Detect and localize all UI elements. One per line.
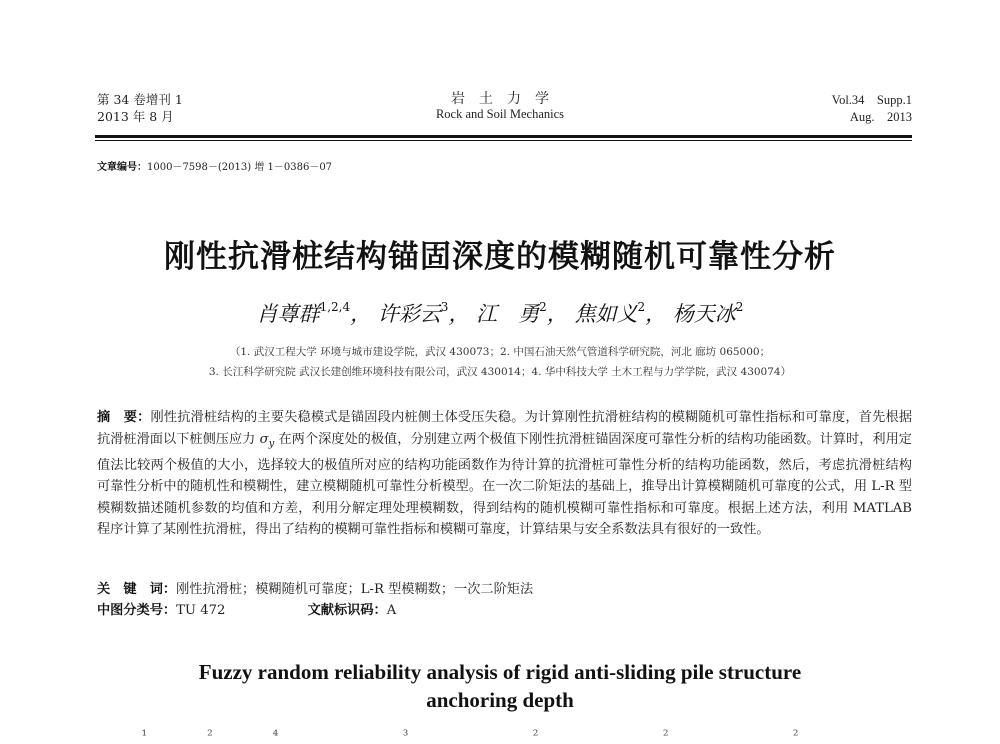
journal-date-en: Aug. 2013 — [849, 110, 912, 124]
english-authors-partial: ¹²⁴ ³ ² ² ² — [141, 728, 859, 744]
abstract — [97, 407, 912, 541]
paper-title-en-line-1: Fuzzy random reliability analysis of rigid anti-sliding pile structure — [198, 660, 802, 684]
paper-title-en-line-2: anchoring depth — [426, 688, 574, 712]
header-rule-thin — [95, 140, 912, 141]
abstract-text-part-2: 在两个深度处的极值，分别建立两个极值下刚性抗滑桩锚固深度可靠性分析的结构功能函数。计算时，利用定值法比较两个极值的大小，选择较大的极值所对应的结构功能函数作为待计算的抗滑桩可靠性分析的结构功能函数，然后，考虑抗滑桩结构可靠性分析中的随机性和模糊性，建立模糊随机可靠性分析模型。在一次二阶矩法的基础上，推导出计算模糊随机可靠度的公式，用 L-R 型模糊数描述随机参数的均值和方差，利用分解定理处理模糊数，得到结构的随机模糊可靠性指标和可靠度。根据上述方法，利用 MATLAB 程序计算了某刚性抗滑桩，得出了结构的模糊可靠性指标和模糊可靠度，计算结果与安全系数法具有很好的一致性。 — [97, 431, 912, 538]
article-number-label: 文章编号： — [97, 162, 147, 173]
paper-title-cn: 刚性抗滑桩结构锚固深度的模糊随机可靠性分析 — [164, 239, 836, 275]
author: 许彩云$^3$， — [377, 300, 470, 326]
doc-code-label: 文献标识码： — [307, 603, 387, 618]
abstract-label: 摘 要： — [97, 410, 151, 425]
classification — [97, 599, 396, 618]
article-number — [97, 158, 332, 173]
author-list — [0, 298, 1000, 328]
sigma-subscript: y — [268, 438, 275, 450]
journal-title-en: Rock and Soil Mechanics — [435, 107, 565, 121]
author: 焦如义$^2$， — [574, 300, 667, 326]
author: 肖尊群$^{1,2,4}$， — [256, 300, 372, 326]
affiliation-line-2: 3. 长江科学研究院 武汉长建创维环境科技有限公司，武汉 430014；4. 华中科技大学 土木工程与力学学院，武汉 430074） — [208, 366, 792, 378]
abstract-text-part-1: 刚性抗滑桩结构的主要失稳模式是锚固段内桩侧土体受压失稳。为计算刚性抗滑桩结构的模糊随机可靠性指标和可靠度，首先根据抗滑桩滑面以下桩侧压应力 — [97, 410, 913, 447]
journal-volume: 第 34 卷增刊 1 — [97, 92, 183, 107]
header-rule-thick — [95, 135, 912, 138]
author: 杨天冰$^2$ — [672, 300, 744, 326]
keywords-label: 关 键 词： — [97, 582, 177, 597]
journal-date: 2013 年 8 月 — [97, 109, 174, 124]
clc-value: TU 472 — [176, 603, 226, 618]
keywords-text: 刚性抗滑桩；模糊随机可靠度；L-R 型模糊数；一次二阶矩法 — [176, 582, 534, 597]
author: 江 勇$^2$， — [476, 300, 568, 326]
doc-code-value: A — [386, 603, 397, 618]
affiliation-line-1: （1. 武汉工程大学 环境与城市建设学院，武汉 430073；2. 中国石油天然气管道科学研究院，河北 廊坊 065000； — [229, 346, 771, 358]
sigma-symbol: σ — [259, 431, 269, 447]
journal-volume-en: Vol.34 Supp.1 — [831, 93, 912, 107]
keywords — [97, 578, 533, 597]
clc-label: 中图分类号： — [97, 603, 177, 618]
article-number-value: 1000－7598－(2013) 增 1－0386－07 — [147, 162, 333, 173]
journal-title-cn: 岩 土 力 学 — [451, 91, 549, 107]
